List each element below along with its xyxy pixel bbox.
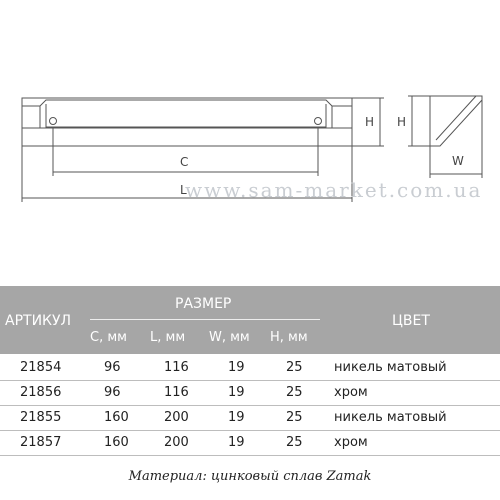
cell-w: 19 xyxy=(228,360,245,375)
mounting-hole-right xyxy=(315,118,322,125)
cell-w: 19 xyxy=(228,385,245,400)
cell-c: 96 xyxy=(104,385,121,400)
dim-c-label: C xyxy=(180,155,189,169)
cell-color: никель матовый xyxy=(334,360,447,375)
cell-h: 25 xyxy=(286,360,303,375)
cell-l: 116 xyxy=(164,360,189,375)
watermark: www.sam-market.com.ua xyxy=(185,178,483,202)
table-row xyxy=(0,431,500,456)
cell-h: 25 xyxy=(286,385,303,400)
cell-color: хром xyxy=(334,385,368,400)
header-divider xyxy=(90,319,320,320)
dim-h-side-label: H xyxy=(397,115,407,129)
mounting-hole-left xyxy=(50,118,57,125)
header-c: С, мм xyxy=(90,330,127,345)
dim-h-front-label: H xyxy=(365,115,375,129)
cell-w: 19 xyxy=(228,435,245,450)
cell-article: 21855 xyxy=(20,410,62,425)
header-h: H, мм xyxy=(270,330,308,345)
cell-article: 21856 xyxy=(20,385,62,400)
dim-w-label: W xyxy=(452,154,464,168)
cell-c: 96 xyxy=(104,360,121,375)
table-row xyxy=(0,356,500,381)
cell-h: 25 xyxy=(286,435,303,450)
material-footnote: Материал: цинковый сплав Zamak xyxy=(128,469,372,484)
cell-h: 25 xyxy=(286,410,303,425)
cell-l: 200 xyxy=(164,435,189,450)
cell-color: хром xyxy=(334,435,368,450)
cell-c: 160 xyxy=(104,410,129,425)
cell-article: 21854 xyxy=(20,360,62,375)
cell-l: 200 xyxy=(164,410,189,425)
header-l: L, мм xyxy=(150,330,186,345)
table-row xyxy=(0,406,500,431)
handle-inner-recess xyxy=(46,104,326,127)
header-size: РАЗМЕР xyxy=(175,296,232,312)
cell-l: 116 xyxy=(164,385,189,400)
cell-article: 21857 xyxy=(20,435,62,450)
cell-c: 160 xyxy=(104,435,129,450)
handle-front-outline xyxy=(22,98,352,146)
header-color: ЦВЕТ xyxy=(392,313,430,329)
cell-w: 19 xyxy=(228,410,245,425)
header-w: W, мм xyxy=(209,330,250,345)
cell-color: никель матовый xyxy=(334,410,447,425)
handle-top-edge xyxy=(22,98,352,106)
table-row xyxy=(0,381,500,406)
dim-l-label: L xyxy=(180,183,187,197)
header-article: АРТИКУЛ xyxy=(5,313,72,329)
